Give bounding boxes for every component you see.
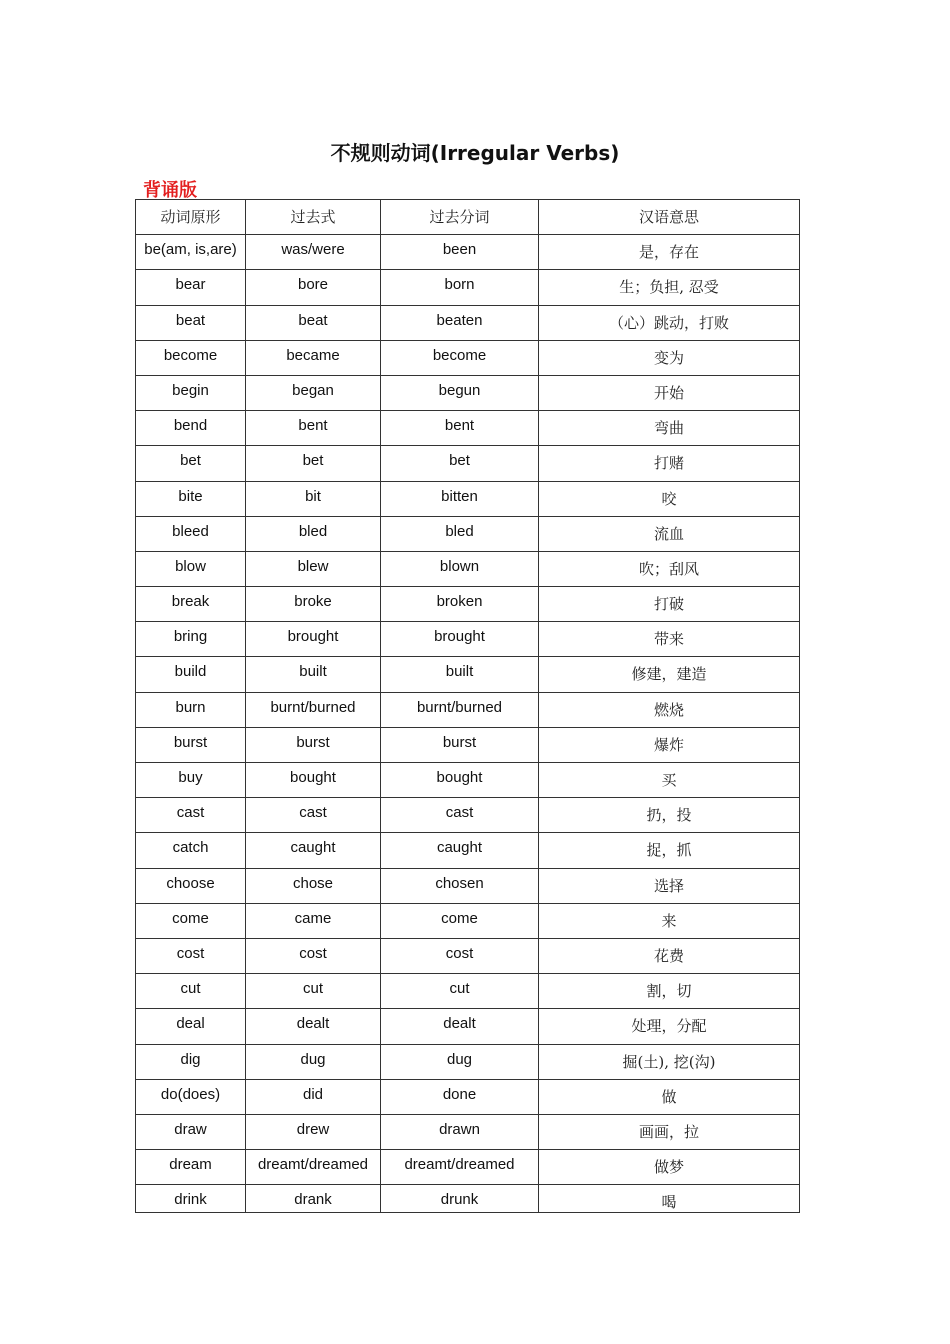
cell-base-form: begin	[136, 375, 246, 410]
cell-chinese-meaning: 打破	[539, 587, 800, 622]
cell-base-form: buy	[136, 763, 246, 798]
header-chinese-meaning: 汉语意思	[539, 200, 800, 235]
cell-chinese-meaning: 来	[539, 903, 800, 938]
cell-past-tense: bore	[246, 270, 381, 305]
cell-base-form: bend	[136, 411, 246, 446]
table-row	[136, 657, 800, 692]
cell-past-tense: dreamt/dreamed	[246, 1150, 381, 1185]
table-row	[136, 833, 800, 868]
cell-base-form: beat	[136, 305, 246, 340]
cell-base-form: draw	[136, 1114, 246, 1149]
cell-base-form: drink	[136, 1185, 246, 1213]
table-row	[136, 1079, 800, 1114]
cell-chinese-meaning: 处理，分配	[539, 1009, 800, 1044]
cell-base-form: become	[136, 340, 246, 375]
cell-past-tense: came	[246, 903, 381, 938]
cell-base-form: cut	[136, 974, 246, 1009]
cell-base-form: blow	[136, 551, 246, 586]
cell-past-tense: chose	[246, 868, 381, 903]
cell-past-participle: beaten	[381, 305, 539, 340]
table-row	[136, 516, 800, 551]
cell-base-form: bet	[136, 446, 246, 481]
cell-past-participle: been	[381, 235, 539, 270]
cell-past-tense: bet	[246, 446, 381, 481]
table-body	[136, 235, 800, 1213]
cell-past-tense: cut	[246, 974, 381, 1009]
cell-past-tense: dealt	[246, 1009, 381, 1044]
cell-past-tense: built	[246, 657, 381, 692]
cell-past-participle: built	[381, 657, 539, 692]
cell-chinese-meaning: （心）跳动，打败	[539, 305, 800, 340]
cell-chinese-meaning: 花费	[539, 938, 800, 973]
cell-chinese-meaning: 开始	[539, 375, 800, 410]
cell-past-tense: blew	[246, 551, 381, 586]
cell-past-participle: dreamt/dreamed	[381, 1150, 539, 1185]
cell-past-tense: did	[246, 1079, 381, 1114]
header-past-participle: 过去分词	[381, 200, 539, 235]
cell-base-form: build	[136, 657, 246, 692]
cell-chinese-meaning: 选择	[539, 868, 800, 903]
header-past-tense: 过去式	[246, 200, 381, 235]
cell-chinese-meaning: 流血	[539, 516, 800, 551]
cell-chinese-meaning: 画画，拉	[539, 1114, 800, 1149]
cell-base-form: bring	[136, 622, 246, 657]
table-row	[136, 763, 800, 798]
cell-chinese-meaning: 生；负担, 忍受	[539, 270, 800, 305]
table-row	[136, 551, 800, 586]
table-row	[136, 270, 800, 305]
table-row	[136, 1009, 800, 1044]
table-row	[136, 446, 800, 481]
cell-past-participle: bent	[381, 411, 539, 446]
cell-past-participle: broken	[381, 587, 539, 622]
cell-past-participle: burnt/burned	[381, 692, 539, 727]
cell-chinese-meaning: 弯曲	[539, 411, 800, 446]
table-row	[136, 974, 800, 1009]
table-row	[136, 903, 800, 938]
cell-past-tense: drank	[246, 1185, 381, 1213]
cell-past-tense: was/were	[246, 235, 381, 270]
cell-past-tense: bent	[246, 411, 381, 446]
cell-chinese-meaning: 是，存在	[539, 235, 800, 270]
cell-chinese-meaning: 买	[539, 763, 800, 798]
cell-past-participle: chosen	[381, 868, 539, 903]
cell-base-form: cast	[136, 798, 246, 833]
cell-past-participle: born	[381, 270, 539, 305]
cell-chinese-meaning: 打赌	[539, 446, 800, 481]
cell-past-participle: blown	[381, 551, 539, 586]
cell-past-tense: became	[246, 340, 381, 375]
cell-base-form: come	[136, 903, 246, 938]
cell-past-participle: drunk	[381, 1185, 539, 1213]
cell-base-form: choose	[136, 868, 246, 903]
cell-chinese-meaning: 捉，抓	[539, 833, 800, 868]
cell-past-tense: dug	[246, 1044, 381, 1079]
cell-past-participle: caught	[381, 833, 539, 868]
cell-past-tense: beat	[246, 305, 381, 340]
cell-past-participle: burst	[381, 727, 539, 762]
cell-base-form: bite	[136, 481, 246, 516]
cell-base-form: cost	[136, 938, 246, 973]
cell-past-tense: broke	[246, 587, 381, 622]
cell-base-form: break	[136, 587, 246, 622]
cell-chinese-meaning: 做	[539, 1079, 800, 1114]
section-subtitle: 背诵版	[143, 180, 197, 201]
cell-past-participle: bitten	[381, 481, 539, 516]
table-row	[136, 235, 800, 270]
cell-base-form: dream	[136, 1150, 246, 1185]
cell-past-participle: bet	[381, 446, 539, 481]
table-header-row	[136, 200, 800, 235]
header-base-form: 动词原形	[136, 200, 246, 235]
cell-base-form: do(does)	[136, 1079, 246, 1114]
cell-base-form: deal	[136, 1009, 246, 1044]
table-row	[136, 938, 800, 973]
cell-base-form: burst	[136, 727, 246, 762]
cell-past-participle: become	[381, 340, 539, 375]
cell-past-participle: drawn	[381, 1114, 539, 1149]
cell-chinese-meaning: 带来	[539, 622, 800, 657]
table-row	[136, 375, 800, 410]
cell-chinese-meaning: 割，切	[539, 974, 800, 1009]
cell-base-form: burn	[136, 692, 246, 727]
cell-past-tense: cost	[246, 938, 381, 973]
cell-chinese-meaning: 掘(土), 挖(沟)	[539, 1044, 800, 1079]
cell-past-participle: dealt	[381, 1009, 539, 1044]
cell-chinese-meaning: 变为	[539, 340, 800, 375]
cell-chinese-meaning: 做梦	[539, 1150, 800, 1185]
cell-past-participle: come	[381, 903, 539, 938]
table-row	[136, 868, 800, 903]
table-row	[136, 481, 800, 516]
cell-past-participle: cut	[381, 974, 539, 1009]
cell-past-participle: dug	[381, 1044, 539, 1079]
cell-past-tense: bit	[246, 481, 381, 516]
cell-past-tense: bled	[246, 516, 381, 551]
cell-past-tense: drew	[246, 1114, 381, 1149]
table-row	[136, 587, 800, 622]
cell-chinese-meaning: 爆炸	[539, 727, 800, 762]
table-row	[136, 692, 800, 727]
cell-chinese-meaning: 修建，建造	[539, 657, 800, 692]
cell-past-participle: bought	[381, 763, 539, 798]
cell-past-tense: cast	[246, 798, 381, 833]
table-row	[136, 1044, 800, 1079]
cell-chinese-meaning: 扔，投	[539, 798, 800, 833]
cell-past-tense: bought	[246, 763, 381, 798]
cell-base-form: be(am, is,are)	[136, 235, 246, 270]
cell-past-tense: caught	[246, 833, 381, 868]
table-row	[136, 1185, 800, 1213]
table-row	[136, 727, 800, 762]
cell-base-form: bear	[136, 270, 246, 305]
cell-past-tense: burnt/burned	[246, 692, 381, 727]
cell-past-participle: cast	[381, 798, 539, 833]
irregular-verbs-table	[135, 199, 800, 1213]
table-row	[136, 1114, 800, 1149]
cell-chinese-meaning: 吹；刮风	[539, 551, 800, 586]
cell-past-participle: brought	[381, 622, 539, 657]
table-row	[136, 411, 800, 446]
table-row	[136, 305, 800, 340]
cell-chinese-meaning: 喝	[539, 1185, 800, 1213]
table-row	[136, 622, 800, 657]
cell-past-participle: cost	[381, 938, 539, 973]
table-row	[136, 798, 800, 833]
cell-base-form: dig	[136, 1044, 246, 1079]
cell-past-tense: brought	[246, 622, 381, 657]
cell-past-participle: done	[381, 1079, 539, 1114]
page-title: 不规则动词(Irregular Verbs)	[330, 141, 620, 165]
cell-past-participle: begun	[381, 375, 539, 410]
cell-past-tense: began	[246, 375, 381, 410]
cell-chinese-meaning: 咬	[539, 481, 800, 516]
cell-chinese-meaning: 燃烧	[539, 692, 800, 727]
table-row	[136, 340, 800, 375]
cell-base-form: catch	[136, 833, 246, 868]
cell-base-form: bleed	[136, 516, 246, 551]
cell-past-participle: bled	[381, 516, 539, 551]
table-row	[136, 1150, 800, 1185]
cell-past-tense: burst	[246, 727, 381, 762]
